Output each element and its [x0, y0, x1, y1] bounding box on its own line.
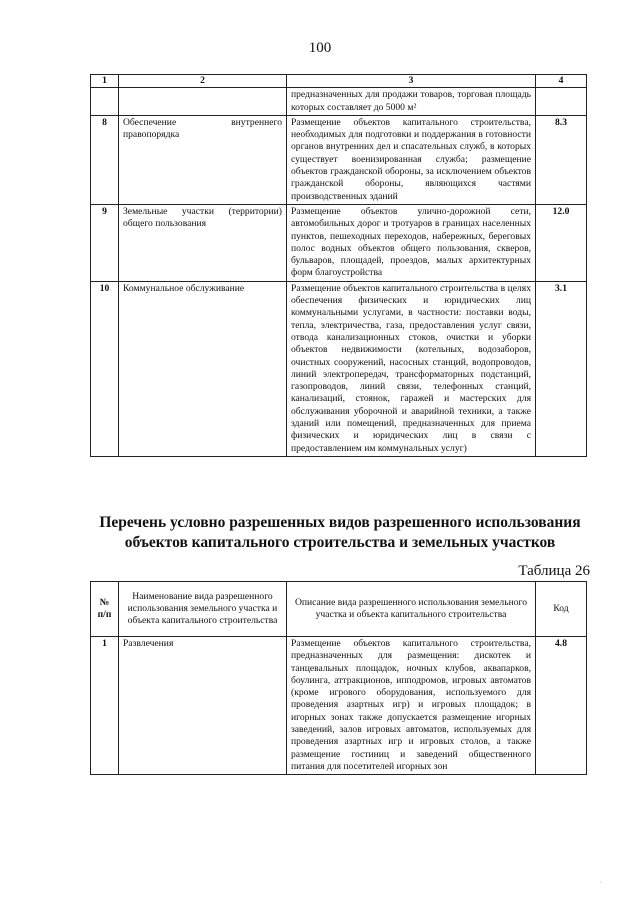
header-use-description: Описание вида разрешенного использования земельного участка и объекта капитального строительства — [287, 582, 536, 637]
use-type-name: Обеспечение внутреннего правопорядка — [119, 115, 287, 204]
continuation-text: предназначенных для продажи товаров, торговая площадь которых составляет до 5000 м² — [287, 88, 536, 116]
permitted-uses-table-continued — [90, 74, 587, 457]
use-type-code: 8.3 — [536, 115, 587, 204]
table-row — [91, 281, 587, 456]
table-row — [91, 637, 587, 775]
header-code: Код — [536, 582, 587, 637]
column-index-3: 3 — [287, 75, 536, 88]
use-type-description: Размещение объектов капитального строительства, предназначенных для размещения: дискотек и танцевальных площадок, ночных клубов, аквапарков, боулинга, аттракционов, ипподромов, игровых автоматов (кроме игрового оборудования, используемого для проведения азартных игр) и игровых площадок; в игорных зонах также допускается размещение игорных заведений, залов игровых автоматов, используемых для проведения азартных игр и игровых столов, а также размещение гостиниц и заведений общественного питания для посетителей игорных зон — [287, 637, 536, 775]
use-type-name: Развлечения — [119, 637, 287, 775]
table-row-continuation — [91, 88, 587, 116]
use-type-description: Размещение объектов капитального строительства, необходимых для подготовки и поддержания в готовности органов внутренних дел и спасательных служб, в которых существует военизированная служба; размещение объектов гражданской обороны, за исключением объектов гражданской обороны, являющихся частями производственных зданий — [287, 115, 536, 204]
section-heading — [60, 513, 620, 553]
use-type-description: Размещение объектов улично-дорожной сети, автомобильных дорог и тротуаров в границах населенных пунктов, пешеходных переходов, набережных, береговых полос водных объектов общего пользования, скверов, бульваров, площадей, проездов, малых архитектурных форм благоустройства — [287, 204, 536, 281]
header-number: № п/п — [91, 582, 119, 637]
scan-speck: · — [600, 880, 602, 886]
column-index-row — [91, 75, 587, 88]
table-caption: Таблица 26 — [518, 563, 590, 579]
conditionally-permitted-uses-table — [90, 581, 587, 775]
section-heading-line-2: объектов капитального строительства и земельных участков — [124, 534, 556, 551]
use-type-code: 12.0 — [536, 204, 587, 281]
header-use-name: Наименование вида разрешенного использования земельного участка и объекта капитального строительства — [119, 582, 287, 637]
page-number: 100 — [308, 40, 332, 56]
use-type-description: Размещение объектов капитального строительства в целях обеспечения физических и юридических лиц коммунальными услугами, в частности: поставки воды, тепла, электричества, газа, предоставления услуг связи, отвода канализационных стоков, очистки и уборки объектов недвижимости (котельных, водозаборов, очистных сооружений, насосных станций, водопроводов, линий электропередач, трансформаторных подстанций, газопроводов, линий связи, телефонных станций, канализаций, стоянок, гаражей и мастерских для обслуживания уборочной и аварийной техники, а также зданий или помещений, предназначенных для приема физических и юридических лиц в связи с предоставлением им коммунальных услуг) — [287, 281, 536, 456]
section-heading-line-1: Перечень условно разрешенных видов разрешенного использования — [99, 514, 581, 531]
table-header-row — [91, 582, 587, 637]
row-number: 1 — [91, 637, 119, 775]
row-number: 9 — [91, 204, 119, 281]
use-type-name: Коммунальное обслуживание — [119, 281, 287, 456]
use-type-code: 3.1 — [536, 281, 587, 456]
table-row — [91, 115, 587, 204]
use-type-name: Земельные участки (территории) общего пользования — [119, 204, 287, 281]
row-number: 8 — [91, 115, 119, 204]
column-index-2: 2 — [119, 75, 287, 88]
column-index-1: 1 — [91, 75, 119, 88]
row-number: 10 — [91, 281, 119, 456]
column-index-4: 4 — [536, 75, 587, 88]
use-type-code: 4.8 — [536, 637, 587, 775]
table-row — [91, 204, 587, 281]
